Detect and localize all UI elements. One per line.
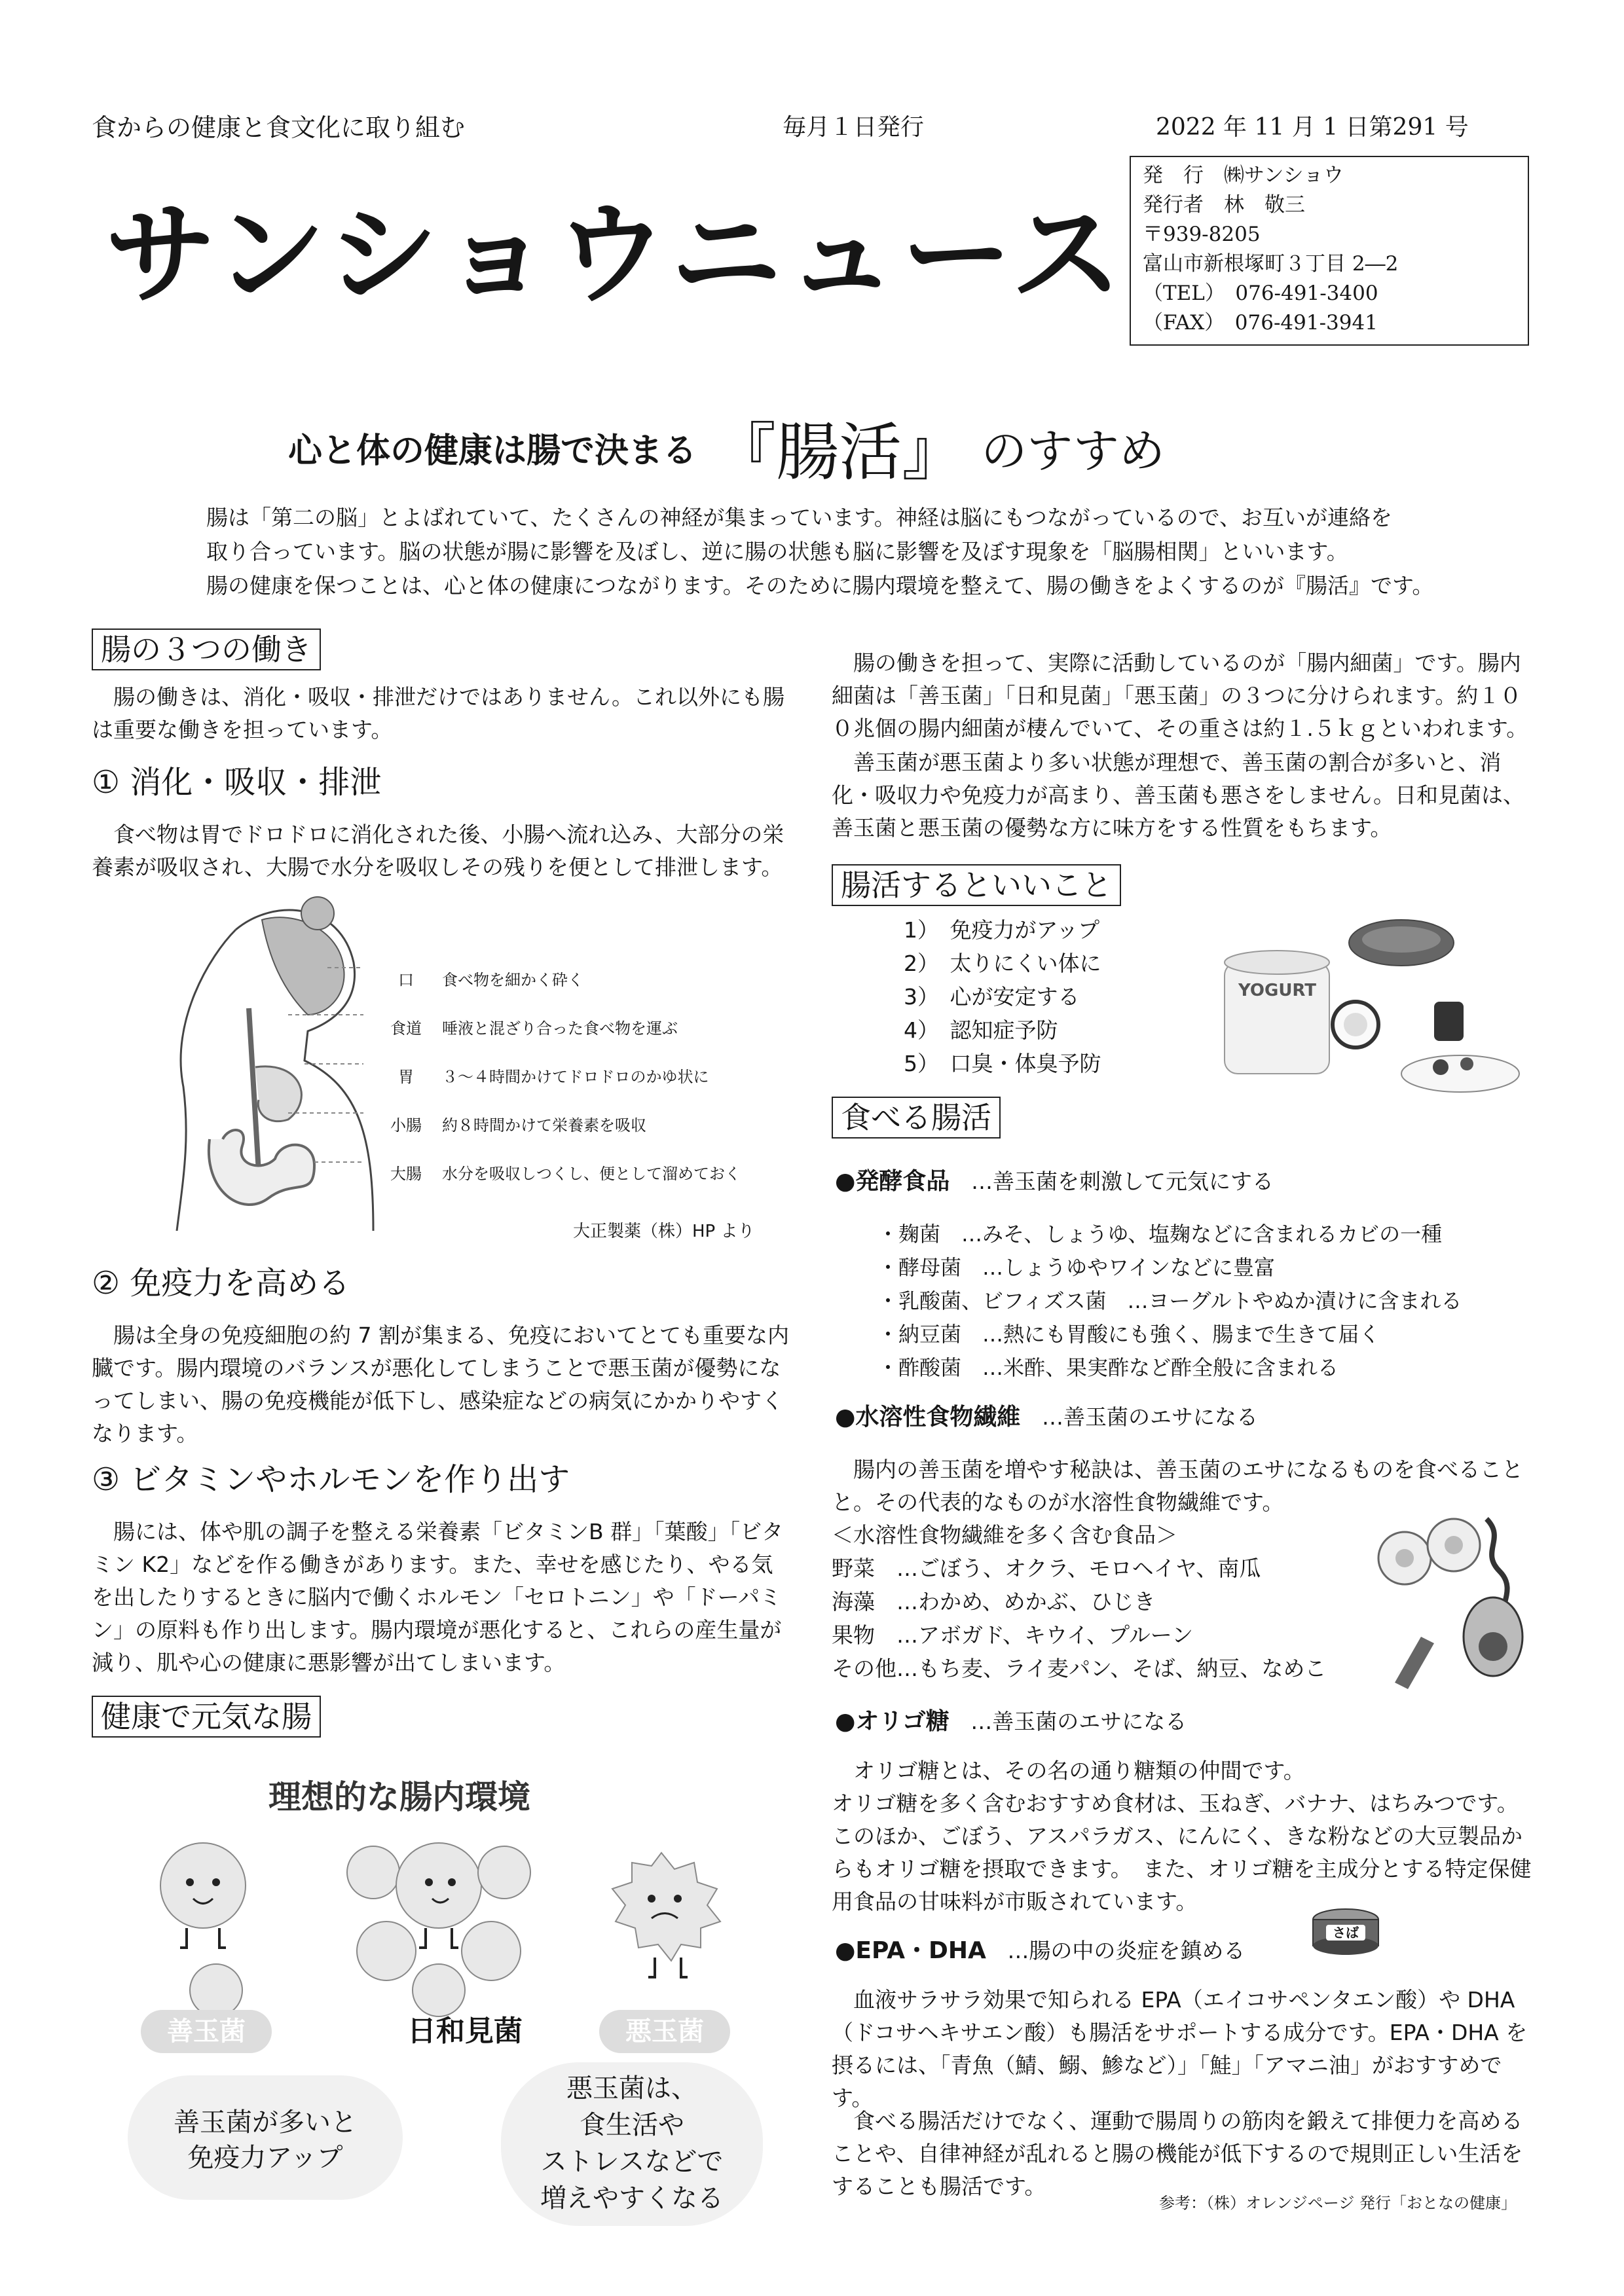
list-item: 4） 認知症予防 bbox=[904, 1017, 1058, 1043]
digestion-text: 食べ物は胃でドロドロに消化された後、小腸へ流れ込み、大部分の栄養素が吸収され、大腸で水分を吸収しその残りを便として排泄します。 bbox=[92, 822, 784, 880]
title-pre: 心と体の健康は腸で決まる bbox=[288, 431, 697, 471]
fermented-food-illustration bbox=[1218, 903, 1532, 1100]
fermented-food-heading: ●発酵食品 …善玉菌を刺激して元気にする bbox=[835, 1168, 1274, 1195]
reference-credit: 参考：（株）オレンジページ 発行「おとなの健康」 bbox=[1159, 2194, 1517, 2212]
ideal-environment-title: 理想的な腸内環境 bbox=[268, 1778, 530, 1816]
masthead: サンショウニュース bbox=[105, 191, 1126, 320]
title-post: のすすめ bbox=[981, 424, 1165, 478]
section-heading-functions: 腸の３つの働き bbox=[92, 629, 321, 670]
publisher-line: 発行者 林 敬三 bbox=[1143, 193, 1305, 217]
list-item: 3） 心が安定する bbox=[904, 984, 1080, 1010]
digestion-legend bbox=[370, 956, 796, 1198]
list-item: ・麹菌 …みそ、しょうゆ、塩麹などに含まれるカビの一種 bbox=[877, 1222, 1443, 1247]
gut-bacteria-text-2: 善玉菌が悪玉菌より多い状態が理想で、善玉菌の割合が多いと、消化・吸収力や免疫力が高まり、善玉菌も悪さをしません。日和見菌は、善玉菌と悪玉菌の優勢な方に味方をする性質をもちます。 bbox=[832, 750, 1524, 841]
publisher-line: （FAX） 076-491-3941 bbox=[1143, 311, 1378, 335]
benefits-list bbox=[904, 913, 1101, 1080]
intro-line: 腸の健康を保つことは、心と体の健康につながります。そのために腸内環境を整えて、腸の働きをよくするのが『腸活』です。 bbox=[206, 573, 1434, 598]
section-text: 腸の働きは、消化・吸収・排泄だけではありません。これ以外にも腸は重要な働きを担っています。 bbox=[92, 684, 784, 742]
yogurt-label: YOGURT bbox=[1238, 981, 1317, 1000]
can-label: さば bbox=[1333, 1925, 1359, 1941]
fiber-list bbox=[832, 1552, 1326, 1685]
oligosaccharide-heading: ●オリゴ糖 …善玉菌のエサになる bbox=[835, 1708, 1187, 1735]
list-item: ・乳酸菌、ビフィズス菌 …ヨーグルトやぬか漬けに含まれる bbox=[877, 1288, 1462, 1313]
page-title bbox=[288, 403, 1165, 492]
section-heading-eating: 食べる腸活 bbox=[832, 1097, 1001, 1139]
issue-number: 2022 年 11 月 1 日第291 号 bbox=[1156, 114, 1469, 141]
section-heading-benefits: 腸活するといいこと bbox=[832, 864, 1121, 906]
digestion-row: 口 食べ物を細かく砕く bbox=[398, 971, 583, 989]
issue-frequency: 毎月１日発行 bbox=[783, 114, 925, 141]
list-item: ・酢酸菌 …米酢、果実酢など酢全般に含まれる bbox=[877, 1355, 1339, 1380]
fermented-food-list bbox=[877, 1218, 1462, 1385]
neutral-bacteria-label: 日和見菌 bbox=[407, 2014, 523, 2048]
publisher-line: 〒939-8205 bbox=[1143, 223, 1261, 246]
list-item: ・酵母菌 …しょうゆやワインなどに豊富 bbox=[877, 1255, 1276, 1280]
intro-line: 腸は「第二の脳」とよばれていて、たくさんの神経が集まっています。神経は脳にもつながっているので、お互いが連絡を bbox=[206, 505, 1393, 530]
publisher-info bbox=[1130, 156, 1529, 346]
section-heading-healthy-gut: 健康で元気な腸 bbox=[92, 1696, 321, 1738]
list-item: ・納豆菌 …熱にも胃酸にも強く、腸まで生きて届く bbox=[877, 1322, 1380, 1347]
fiber-text: 腸内の善玉菌を増やす秘訣は、善玉菌のエサになるものを食べることと。その代表的なものが水溶性食物繊維です。 bbox=[832, 1457, 1523, 1515]
digestion-row: 大腸 水分を吸収しつくし、便として溜めておく bbox=[390, 1165, 741, 1183]
subheading-immunity: ② 免疫力を高める bbox=[92, 1265, 350, 1302]
closing-text: 食べる腸活だけでなく、運動で腸周りの筋肉を鍛えて排便力を高めることや、自律神経が乱れると腸の機能が低下するので規則正しい生活をすることも腸活です。 bbox=[832, 2108, 1523, 2199]
intro bbox=[206, 501, 1477, 603]
yogurt-icon bbox=[1218, 903, 1532, 1100]
immunity-text: 腸は全身の免疫細胞の約 7 割が集まる、免疫においてとても重要な内臓です。腸内環境のバランスが悪化してしまうことで悪玉菌が優勢になってしまい、腸の免疫機能が低下し、感染症などの病気にかかりやすくなります。 bbox=[92, 1322, 789, 1446]
subheading-vitamins: ③ ビタミンやホルモンを作り出す bbox=[92, 1461, 570, 1498]
tagline: 食からの健康と食文化に取り組む bbox=[92, 113, 466, 142]
epa-dha-text: 血液サラサラ効果で知られる EPA（エイコサペンタエン酸）や DHA（ドコサヘキサエン酸）も腸活をサポートする成分です。EPA・DHA を摂るには、「青魚（鯖、鰯、鯵など）」「鮭」「アマニ油」がおすすめです。 bbox=[832, 1987, 1528, 2111]
fiber-food-illustration bbox=[1369, 1506, 1539, 1689]
illustration-credit: 大正製薬（株）HP より bbox=[573, 1222, 755, 1241]
digestion-row: 小腸 約８時間かけて栄養素を吸収 bbox=[390, 1116, 646, 1135]
publisher-line: 富山市新根塚町３丁目 2―2 bbox=[1143, 252, 1399, 276]
list-item: 海藻 …わかめ、めかぶ、ひじき bbox=[832, 1589, 1156, 1614]
list-item: 1） 免疫力がアップ bbox=[904, 917, 1100, 943]
digestion-row: 食道 唾液と混ざり合った食べ物を運ぶ bbox=[390, 1019, 678, 1038]
list-item: 2） 太りにくい体に bbox=[904, 951, 1101, 976]
subheading-digestion: ① 消化・吸収・排泄 bbox=[92, 764, 382, 801]
good-bacteria-note: 善玉菌が多いと 免疫力アップ bbox=[128, 2075, 403, 2200]
bad-bacteria-note: 悪玉菌は、 食生活や ストレスなどで 増えやすくなる bbox=[501, 2062, 763, 2226]
publisher-line: （TEL） 076-491-3400 bbox=[1143, 282, 1378, 305]
gut-bacteria-text: 腸の働きを担って、実際に活動しているのが「腸内細菌」です。腸内細菌は「善玉菌」「日和見菌」「悪玉菌」の３つに分けられます。約１００兆個の腸内細菌が棲んでいて、その重さは約１.５ｋｇといわれます。 bbox=[832, 650, 1528, 741]
bad-bacteria-label: 悪玉菌 bbox=[599, 2010, 730, 2053]
epa-dha-heading: ●EPA・DHA …腸の中の炎症を鎮める bbox=[835, 1937, 1246, 1964]
fiber-list-title: ＜水溶性食物繊維を多く含む食品＞ bbox=[832, 1522, 1177, 1548]
title-main: 『腸活』 bbox=[713, 416, 965, 489]
fiber-heading: ●水溶性食物繊維 …善玉菌のエサになる bbox=[835, 1404, 1258, 1430]
canned-fish-illustration bbox=[1310, 1905, 1382, 1958]
list-item: その他…もち麦、ライ麦パン、そば、納豆、なめこ bbox=[832, 1656, 1327, 1681]
vitamins-text: 腸には、体や肌の調子を整える栄養素「ビタミンB 群」「葉酸」「ビタミン K2」などを作る働きがあります。また、幸せを感じたり、やる気を出したりするときに脳内で働くホルモン「セロトニン」や「ドーパミン」の原料も作り出します。腸内環境が悪化すると、これらの産生量が減り、肌や心の健康に悪影響が出てしまいます。 bbox=[92, 1519, 784, 1675]
kiwi-avocado-icon bbox=[1369, 1506, 1539, 1689]
digestion-row: 胃 ３～４時間かけてドロドロのかゆ状に bbox=[398, 1068, 709, 1086]
digestive-illustration bbox=[144, 890, 799, 1231]
list-item: 5） 口臭・体臭予防 bbox=[904, 1051, 1101, 1076]
publisher-line: 発 行 ㈱サンショウ bbox=[1143, 164, 1344, 187]
intro-line: 取り合っています。脳の状態が腸に影響を及ぼし、逆に腸の状態も脳に影響を及ぼす現象を「脳腸相関」といいます。 bbox=[206, 539, 1348, 564]
oligosaccharide-text: オリゴ糖とは、その名の通り糖類の仲間です。 オリゴ糖を多く含むおすすめ食材は、玉ねぎ、バナナ、はちみつです。このほか、ごぼう、アスパラガス、にんにく、きな粉などの大豆製品からもオリゴ糖を摂取できます。 また、オリゴ糖を主成分とする特定保健用食品の甘味料が市販されています。 bbox=[832, 1758, 1532, 1914]
list-item: 野菜 …ごぼう、オクラ、モロヘイヤ、南瓜 bbox=[832, 1556, 1261, 1581]
list-item: 果物 …アボガド、キウイ、プルーン bbox=[832, 1622, 1194, 1648]
good-bacteria-label: 善玉菌 bbox=[141, 2010, 272, 2053]
